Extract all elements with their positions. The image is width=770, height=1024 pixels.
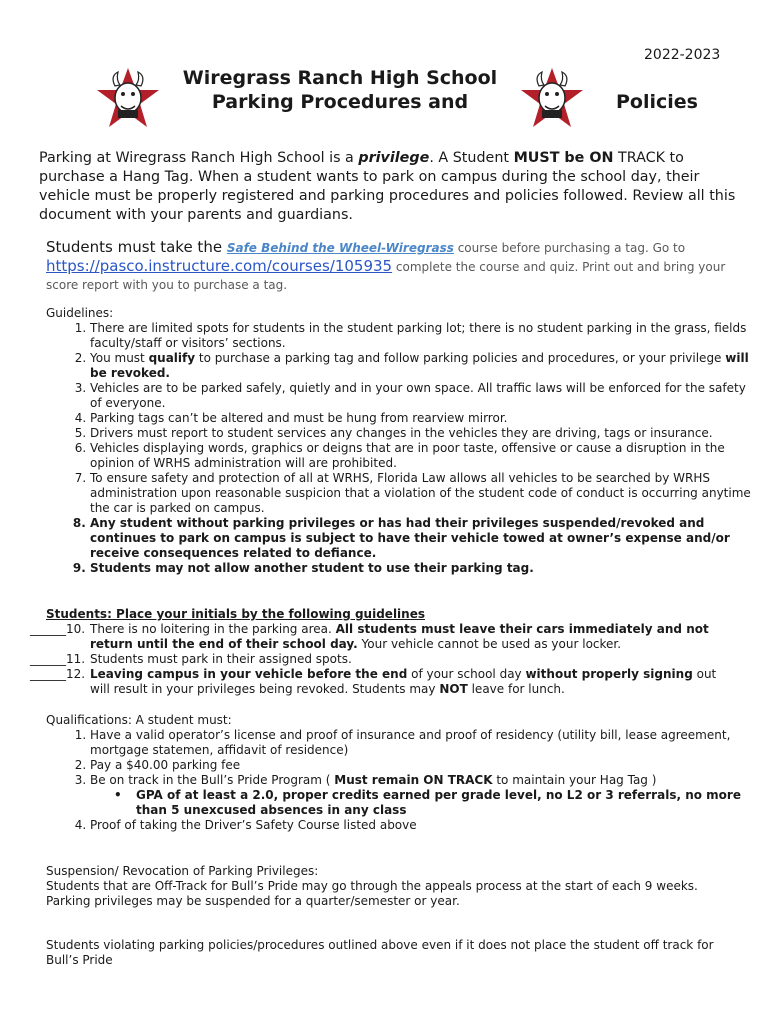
initials-blank[interactable]: ______ bbox=[30, 667, 66, 681]
initials-row: ______ 12. Leaving campus in your vehicle before the end of your school day without properly signing out will result in your privileges being revoked. Students may NOT leave for lunch. bbox=[30, 667, 717, 696]
bullet-icon: • bbox=[114, 788, 122, 802]
title-line-2: Parking Procedures and bbox=[211, 91, 469, 113]
guidelines-list bbox=[46, 321, 760, 576]
initials-blank[interactable]: ______ bbox=[30, 622, 66, 636]
list-item: 1. Have a valid operator’s license and proof of insurance and proof of residency (utility bill, lease agreement, mortgage statemen, affidavit of residence) bbox=[90, 728, 760, 758]
intro-text: TRACK to purchase a Hang Tag. When a student wants to park on campus during the school day, their vehicle must be properly registered and parking procedures and policies followed. Review all this document with your parents and guardians. bbox=[39, 150, 736, 223]
gpa-bullet: • GPA of at least a 2.0, proper credits earned per grade level, no L2 or 3 referrals, no more than 5 unexcused absences in any class bbox=[114, 788, 741, 817]
suspension-section bbox=[46, 864, 716, 909]
list-item: 2. You must qualify to purchase a parking tag and follow parking policies and procedures, or your privilege will be revoked. bbox=[90, 351, 760, 381]
item-number: 12. bbox=[66, 667, 86, 681]
list-item: 3. Be on track in the Bull’s Pride Program ( Must remain ON TRACK to maintain your Hag Tag ) • GPA of at least a 2.0, proper credits earned per grade level, no L2 or 3 referrals, no more than 5 unexcused absences in any class bbox=[90, 773, 760, 818]
list-item: 3. Vehicles are to be parked safely, quietly and in your own space. All traffic laws will be enforced for the safety of everyone. bbox=[90, 381, 760, 411]
item-number: 11. bbox=[66, 652, 86, 666]
initials-row: ______ 10. There is no loitering in the parking area. All students must leave their cars immediately and not return until the end of their school day. Your vehicle cannot be used as your locker. bbox=[30, 622, 709, 651]
course-mid: course before purchasing a tag. Go to bbox=[453, 241, 686, 255]
list-item: 6. Vehicles displaying words, graphics or deigns that are in poor taste, offensive or cause a disruption in the opinion of WRHS administration will are prohibited. bbox=[90, 441, 760, 471]
list-item: 2. Pay a $40.00 parking fee bbox=[90, 758, 760, 773]
list-item: 4. Parking tags can’t be altered and must be hung from rearview mirror. bbox=[90, 411, 760, 426]
initials-list bbox=[30, 622, 730, 697]
list-item: 7. To ensure safety and protection of all at WRHS, Florida Law allows all vehicles to be searched by WRHS administration upon reasonable suspicion that a violation of the student code of conduct is occurring anytime the car is parked on campus. bbox=[90, 471, 760, 516]
violation-text: Students violating parking policies/procedures outlined above even if it does not place the student off track for Bull’s Pride bbox=[46, 938, 714, 967]
title-right: Policies bbox=[616, 91, 698, 113]
list-item: 1. There are limited spots for students in the student parking lot; there is no student parking in the grass, fields faculty/staff or visitors’ sections. bbox=[90, 321, 760, 351]
suspension-text: Students that are Off-Track for Bull’s Pride may go through the appeals process at the start of each 9 weeks. Parking privileges may be suspended for a quarter/semester or year. bbox=[46, 879, 698, 908]
students-heading: Students: Place your initials by the following guidelines bbox=[46, 607, 425, 621]
qualifications-heading: Qualifications: A student must: bbox=[46, 713, 232, 727]
course-lead: Students must take the bbox=[46, 238, 227, 256]
initials-row: ______ 11. Students must park in their assigned spots. bbox=[30, 652, 352, 666]
list-item: 4. Proof of taking the Driver’s Safety Course listed above bbox=[90, 818, 760, 833]
suspension-heading: Suspension/ Revocation of Parking Privileges: bbox=[46, 864, 319, 878]
guidelines-heading: Guidelines: bbox=[46, 306, 114, 320]
course-paragraph bbox=[46, 238, 746, 294]
course-tail: complete the course and quiz. Print out and bring your score report with you to purchase a tag. bbox=[46, 260, 726, 292]
course-name-link[interactable]: Safe Behind the Wheel-Wiregrass bbox=[226, 241, 454, 255]
item-number: 10. bbox=[66, 622, 86, 636]
list-item: 5. Drivers must report to student services any changes in the vehicles they are driving, tags or insurance. bbox=[90, 426, 760, 441]
list-item: 8. Any student without parking privileges or has had their privileges suspended/revoked and continues to park on campus is subject to have their vehicle towed at owner’s expense and/or receive consequences related to defiance. bbox=[90, 516, 760, 561]
intro-text: Parking at Wiregrass Ranch High School is a bbox=[39, 150, 359, 166]
privilege-word: privilege bbox=[358, 150, 430, 166]
intro-text: . A Student bbox=[429, 150, 514, 166]
list-item: 9. Students may not allow another student to use their parking tag. bbox=[90, 561, 760, 576]
qualifications-list bbox=[46, 728, 760, 833]
intro-paragraph bbox=[39, 149, 739, 225]
page-title bbox=[150, 66, 530, 114]
school-year: 2022-2023 bbox=[644, 47, 721, 63]
title-line-1: Wiregrass Ranch High School bbox=[182, 67, 498, 89]
initials-blank[interactable]: ______ bbox=[30, 652, 66, 666]
course-url-link[interactable]: https://pasco.instructure.com/courses/105935 bbox=[46, 257, 393, 275]
must-be-on: MUST be ON bbox=[513, 150, 614, 166]
